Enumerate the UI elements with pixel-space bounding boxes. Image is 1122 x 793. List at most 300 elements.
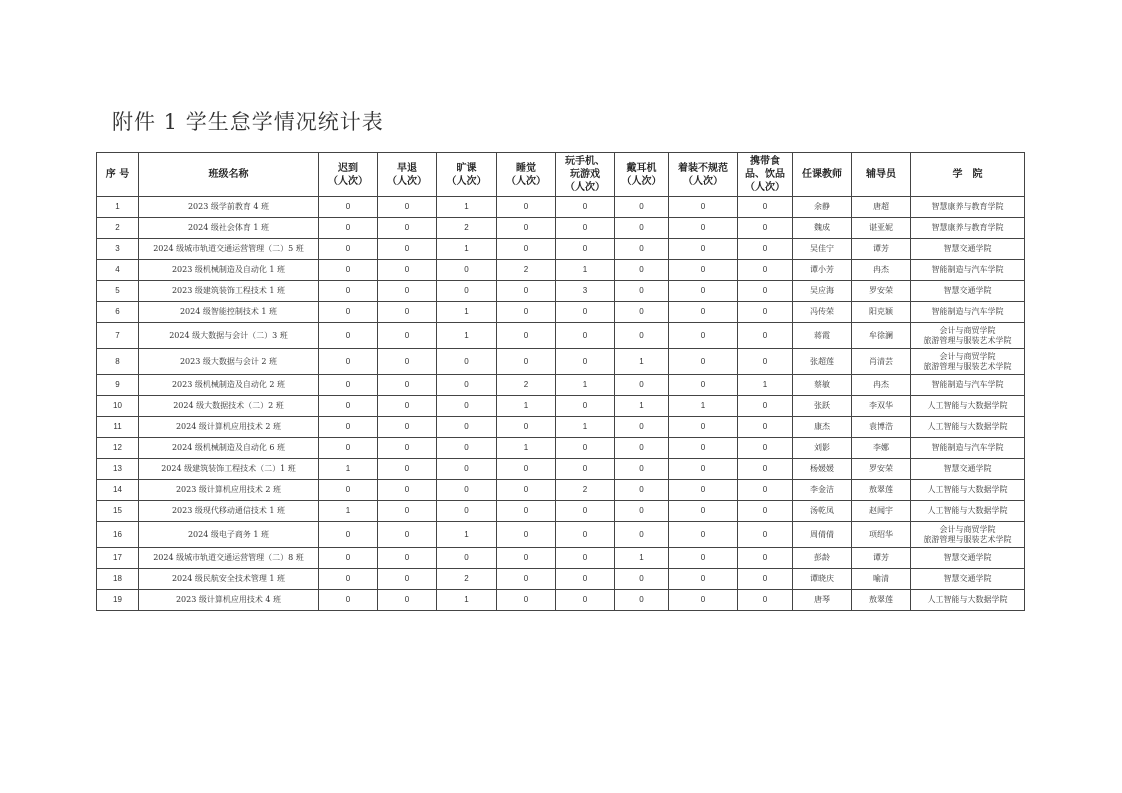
cell-counselor: 赵闻宇 xyxy=(852,501,911,522)
cell-phone-games: 0 xyxy=(556,396,615,417)
cell-counselor: 罗安荣 xyxy=(852,459,911,480)
cell-late: 0 xyxy=(319,323,378,349)
cell-class-name: 2023 级机械制造及自动化 2 班 xyxy=(139,375,319,396)
cell-sleeping: 0 xyxy=(497,281,556,302)
cell-dress-code: 1 xyxy=(669,396,738,417)
cell-late: 0 xyxy=(319,281,378,302)
cell-phone-games: 0 xyxy=(556,569,615,590)
cell-absent: 1 xyxy=(437,197,497,218)
cell-phone-games: 3 xyxy=(556,281,615,302)
cell-dress-code: 0 xyxy=(669,323,738,349)
cell-earphones: 0 xyxy=(615,459,669,480)
cell-absent: 1 xyxy=(437,239,497,260)
cell-teacher: 杨媛媛 xyxy=(793,459,852,480)
college-name: 旅游管理与服装艺术学院 xyxy=(923,361,1012,371)
college-name: 智能制造与汽车学院 xyxy=(931,443,1004,452)
cell-index: 9 xyxy=(97,375,139,396)
college-name: 会计与商贸学院 xyxy=(939,524,996,534)
cell-teacher: 张超莲 xyxy=(793,349,852,375)
table-row xyxy=(97,375,1025,396)
cell-early-leave: 0 xyxy=(378,569,437,590)
cell-earphones: 0 xyxy=(615,281,669,302)
cell-early-leave: 0 xyxy=(378,197,437,218)
cell-college xyxy=(911,417,1025,438)
cell-college xyxy=(911,396,1025,417)
college-name: 智慧交通学院 xyxy=(943,464,992,473)
cell-phone-games: 0 xyxy=(556,438,615,459)
cell-index: 15 xyxy=(97,501,139,522)
cell-counselor: 罗安荣 xyxy=(852,281,911,302)
cell-phone-games: 0 xyxy=(556,239,615,260)
cell-food-drinks: 0 xyxy=(738,501,793,522)
cell-counselor: 牟徐澜 xyxy=(852,323,911,349)
cell-sleeping: 0 xyxy=(497,349,556,375)
cell-teacher: 康杰 xyxy=(793,417,852,438)
cell-earphones: 1 xyxy=(615,396,669,417)
cell-class-name: 2023 级计算机应用技术 2 班 xyxy=(139,480,319,501)
cell-absent: 0 xyxy=(437,281,497,302)
college-name: 会计与商贸学院 xyxy=(939,351,996,361)
header-counselor: 辅导员 xyxy=(852,153,911,197)
cell-late: 0 xyxy=(319,302,378,323)
cell-late: 0 xyxy=(319,396,378,417)
cell-dress-code: 0 xyxy=(669,548,738,569)
cell-college xyxy=(911,323,1025,349)
cell-early-leave: 0 xyxy=(378,438,437,459)
cell-phone-games: 0 xyxy=(556,548,615,569)
cell-index: 8 xyxy=(97,349,139,375)
cell-food-drinks: 0 xyxy=(738,396,793,417)
cell-counselor: 敖翠莲 xyxy=(852,590,911,611)
cell-absent: 0 xyxy=(437,459,497,480)
college-name: 智慧康养与教育学院 xyxy=(931,202,1004,211)
table-row xyxy=(97,480,1025,501)
table-row xyxy=(97,218,1025,239)
table-row xyxy=(97,281,1025,302)
cell-college xyxy=(911,522,1025,548)
cell-sleeping: 0 xyxy=(497,323,556,349)
cell-earphones: 0 xyxy=(615,302,669,323)
cell-sleeping: 1 xyxy=(497,396,556,417)
cell-late: 0 xyxy=(319,569,378,590)
cell-teacher: 吴应海 xyxy=(793,281,852,302)
cell-earphones: 0 xyxy=(615,501,669,522)
cell-teacher: 李金洁 xyxy=(793,480,852,501)
cell-index: 3 xyxy=(97,239,139,260)
college-name: 智慧交通学院 xyxy=(943,553,992,562)
college-name: 人工智能与大数据学院 xyxy=(927,506,1008,515)
cell-teacher: 冯传荣 xyxy=(793,302,852,323)
cell-index: 10 xyxy=(97,396,139,417)
cell-class-name: 2023 级大数据与会计 2 班 xyxy=(139,349,319,375)
cell-class-name: 2024 级大数据与会计（二）3 班 xyxy=(139,323,319,349)
cell-late: 0 xyxy=(319,548,378,569)
cell-index: 16 xyxy=(97,522,139,548)
cell-class-name: 2024 级建筑装饰工程技术（二）1 班 xyxy=(139,459,319,480)
cell-earphones: 1 xyxy=(615,349,669,375)
table-row xyxy=(97,590,1025,611)
cell-phone-games: 2 xyxy=(556,480,615,501)
cell-index: 12 xyxy=(97,438,139,459)
cell-sleeping: 0 xyxy=(497,569,556,590)
header-phone-games: 玩手机、 玩游戏 （人次） xyxy=(556,153,615,197)
cell-class-name: 2024 级机械制造及自动化 6 班 xyxy=(139,438,319,459)
cell-food-drinks: 0 xyxy=(738,569,793,590)
cell-early-leave: 0 xyxy=(378,548,437,569)
cell-sleeping: 0 xyxy=(497,590,556,611)
cell-class-name: 2023 级学前教育 4 班 xyxy=(139,197,319,218)
cell-early-leave: 0 xyxy=(378,302,437,323)
cell-earphones: 0 xyxy=(615,522,669,548)
cell-early-leave: 0 xyxy=(378,349,437,375)
cell-absent: 1 xyxy=(437,323,497,349)
cell-teacher: 周倩倩 xyxy=(793,522,852,548)
college-name: 智慧交通学院 xyxy=(943,574,992,583)
cell-phone-games: 0 xyxy=(556,459,615,480)
cell-dress-code: 0 xyxy=(669,501,738,522)
cell-index: 13 xyxy=(97,459,139,480)
cell-food-drinks: 0 xyxy=(738,281,793,302)
table-row xyxy=(97,548,1025,569)
cell-dress-code: 0 xyxy=(669,569,738,590)
cell-counselor: 袁博浩 xyxy=(852,417,911,438)
cell-food-drinks: 0 xyxy=(738,302,793,323)
cell-class-name: 2024 级城市轨道交通运营管理（二）8 班 xyxy=(139,548,319,569)
cell-phone-games: 0 xyxy=(556,302,615,323)
cell-index: 11 xyxy=(97,417,139,438)
cell-sleeping: 0 xyxy=(497,197,556,218)
cell-dress-code: 0 xyxy=(669,239,738,260)
statistics-table xyxy=(96,152,1025,611)
cell-college xyxy=(911,438,1025,459)
cell-earphones: 0 xyxy=(615,239,669,260)
cell-earphones: 0 xyxy=(615,218,669,239)
cell-food-drinks: 1 xyxy=(738,375,793,396)
header-early-leave: 早退 （人次） xyxy=(378,153,437,197)
cell-dress-code: 0 xyxy=(669,459,738,480)
cell-counselor: 阳克颖 xyxy=(852,302,911,323)
cell-earphones: 0 xyxy=(615,438,669,459)
header-teacher: 任课教师 xyxy=(793,153,852,197)
cell-food-drinks: 0 xyxy=(738,438,793,459)
cell-index: 19 xyxy=(97,590,139,611)
college-name: 人工智能与大数据学院 xyxy=(927,401,1008,410)
cell-college xyxy=(911,281,1025,302)
cell-college xyxy=(911,349,1025,375)
cell-late: 0 xyxy=(319,349,378,375)
cell-food-drinks: 0 xyxy=(738,349,793,375)
header-late: 迟到 （人次） xyxy=(319,153,378,197)
table-row xyxy=(97,569,1025,590)
cell-sleeping: 1 xyxy=(497,438,556,459)
college-name: 智慧交通学院 xyxy=(943,244,992,253)
cell-late: 1 xyxy=(319,501,378,522)
cell-index: 17 xyxy=(97,548,139,569)
table-row xyxy=(97,522,1025,548)
cell-index: 7 xyxy=(97,323,139,349)
cell-class-name: 2023 级现代移动通信技术 1 班 xyxy=(139,501,319,522)
cell-early-leave: 0 xyxy=(378,239,437,260)
cell-teacher: 唐琴 xyxy=(793,590,852,611)
cell-late: 0 xyxy=(319,260,378,281)
cell-food-drinks: 0 xyxy=(738,197,793,218)
cell-absent: 0 xyxy=(437,438,497,459)
cell-early-leave: 0 xyxy=(378,480,437,501)
cell-late: 0 xyxy=(319,438,378,459)
cell-absent: 0 xyxy=(437,396,497,417)
header-food-drinks: 携带食 品、饮品 （人次） xyxy=(738,153,793,197)
cell-index: 4 xyxy=(97,260,139,281)
header-college: 学 院 xyxy=(911,153,1025,197)
cell-sleeping: 0 xyxy=(497,302,556,323)
cell-late: 0 xyxy=(319,417,378,438)
cell-food-drinks: 0 xyxy=(738,459,793,480)
cell-dress-code: 0 xyxy=(669,480,738,501)
table-body xyxy=(97,197,1025,611)
table-row xyxy=(97,239,1025,260)
cell-sleeping: 0 xyxy=(497,548,556,569)
cell-food-drinks: 0 xyxy=(738,417,793,438)
college-name: 智能制造与汽车学院 xyxy=(931,265,1004,274)
table-row xyxy=(97,349,1025,375)
cell-college xyxy=(911,548,1025,569)
cell-sleeping: 2 xyxy=(497,260,556,281)
cell-phone-games: 0 xyxy=(556,197,615,218)
college-name: 旅游管理与服装艺术学院 xyxy=(923,335,1012,345)
cell-food-drinks: 0 xyxy=(738,323,793,349)
cell-college xyxy=(911,459,1025,480)
cell-counselor: 谭芳 xyxy=(852,239,911,260)
cell-food-drinks: 0 xyxy=(738,239,793,260)
cell-sleeping: 0 xyxy=(497,218,556,239)
cell-late: 0 xyxy=(319,197,378,218)
cell-index: 1 xyxy=(97,197,139,218)
table-row xyxy=(97,323,1025,349)
cell-phone-games: 0 xyxy=(556,590,615,611)
cell-college xyxy=(911,590,1025,611)
cell-food-drinks: 0 xyxy=(738,548,793,569)
college-name: 旅游管理与服装艺术学院 xyxy=(923,534,1012,544)
cell-earphones: 0 xyxy=(615,569,669,590)
cell-earphones: 1 xyxy=(615,548,669,569)
table-row xyxy=(97,438,1025,459)
cell-sleeping: 0 xyxy=(497,522,556,548)
cell-teacher: 张跃 xyxy=(793,396,852,417)
cell-teacher: 汤乾凤 xyxy=(793,501,852,522)
cell-counselor: 李娜 xyxy=(852,438,911,459)
cell-earphones: 0 xyxy=(615,480,669,501)
cell-counselor: 敖翠莲 xyxy=(852,480,911,501)
cell-phone-games: 0 xyxy=(556,218,615,239)
college-name: 智慧康养与教育学院 xyxy=(931,223,1004,232)
cell-sleeping: 2 xyxy=(497,375,556,396)
cell-class-name: 2024 级社会体育 1 班 xyxy=(139,218,319,239)
cell-absent: 0 xyxy=(437,375,497,396)
cell-early-leave: 0 xyxy=(378,323,437,349)
college-name: 人工智能与大数据学院 xyxy=(927,485,1008,494)
cell-class-name: 2024 级城市轨道交通运营管理（二）5 班 xyxy=(139,239,319,260)
cell-index: 5 xyxy=(97,281,139,302)
cell-absent: 2 xyxy=(437,218,497,239)
cell-dress-code: 0 xyxy=(669,522,738,548)
cell-absent: 1 xyxy=(437,590,497,611)
cell-dress-code: 0 xyxy=(669,417,738,438)
cell-counselor: 冉杰 xyxy=(852,375,911,396)
cell-phone-games: 0 xyxy=(556,501,615,522)
cell-food-drinks: 0 xyxy=(738,522,793,548)
table-row xyxy=(97,260,1025,281)
cell-class-name: 2023 级机械制造及自动化 1 班 xyxy=(139,260,319,281)
college-name: 智能制造与汽车学院 xyxy=(931,307,1004,316)
cell-college xyxy=(911,501,1025,522)
cell-dress-code: 0 xyxy=(669,281,738,302)
cell-earphones: 0 xyxy=(615,417,669,438)
cell-food-drinks: 0 xyxy=(738,590,793,611)
cell-teacher: 余静 xyxy=(793,197,852,218)
cell-class-name: 2024 级大数据技术（二）2 班 xyxy=(139,396,319,417)
cell-dress-code: 0 xyxy=(669,302,738,323)
table-header-row xyxy=(97,153,1025,197)
table-row xyxy=(97,396,1025,417)
cell-college xyxy=(911,239,1025,260)
cell-dress-code: 0 xyxy=(669,375,738,396)
cell-counselor: 项绍华 xyxy=(852,522,911,548)
header-absent: 旷课 （人次） xyxy=(437,153,497,197)
cell-college xyxy=(911,569,1025,590)
cell-class-name: 2024 级智能控制技术 1 班 xyxy=(139,302,319,323)
cell-early-leave: 0 xyxy=(378,459,437,480)
cell-college xyxy=(911,302,1025,323)
cell-food-drinks: 0 xyxy=(738,218,793,239)
header-index: 序 号 xyxy=(97,153,139,197)
college-name: 会计与商贸学院 xyxy=(939,325,996,335)
cell-late: 0 xyxy=(319,218,378,239)
cell-teacher: 蒋霞 xyxy=(793,323,852,349)
cell-teacher: 吴佳宁 xyxy=(793,239,852,260)
page-title: 附件 1 学生怠学情况统计表 xyxy=(112,110,384,134)
cell-earphones: 0 xyxy=(615,590,669,611)
cell-teacher: 魏成 xyxy=(793,218,852,239)
cell-earphones: 0 xyxy=(615,197,669,218)
cell-index: 18 xyxy=(97,569,139,590)
cell-sleeping: 0 xyxy=(497,480,556,501)
cell-late: 1 xyxy=(319,459,378,480)
cell-teacher: 谭晓庆 xyxy=(793,569,852,590)
table-row xyxy=(97,302,1025,323)
cell-index: 2 xyxy=(97,218,139,239)
cell-counselor: 冉杰 xyxy=(852,260,911,281)
cell-counselor: 谌亚妮 xyxy=(852,218,911,239)
table-row xyxy=(97,501,1025,522)
cell-phone-games: 1 xyxy=(556,375,615,396)
cell-late: 0 xyxy=(319,375,378,396)
cell-sleeping: 0 xyxy=(497,239,556,260)
cell-early-leave: 0 xyxy=(378,218,437,239)
header-class-name: 班级名称 xyxy=(139,153,319,197)
cell-late: 0 xyxy=(319,480,378,501)
cell-early-leave: 0 xyxy=(378,260,437,281)
table-row xyxy=(97,197,1025,218)
cell-index: 14 xyxy=(97,480,139,501)
cell-sleeping: 0 xyxy=(497,459,556,480)
college-name: 人工智能与大数据学院 xyxy=(927,595,1008,604)
cell-class-name: 2023 级建筑装饰工程技术 1 班 xyxy=(139,281,319,302)
cell-class-name: 2024 级计算机应用技术 2 班 xyxy=(139,417,319,438)
cell-phone-games: 1 xyxy=(556,417,615,438)
college-name: 智能制造与汽车学院 xyxy=(931,380,1004,389)
cell-class-name: 2024 级电子商务 1 班 xyxy=(139,522,319,548)
cell-absent: 0 xyxy=(437,260,497,281)
cell-absent: 1 xyxy=(437,522,497,548)
cell-college xyxy=(911,260,1025,281)
table-row xyxy=(97,417,1025,438)
cell-food-drinks: 0 xyxy=(738,260,793,281)
cell-earphones: 0 xyxy=(615,260,669,281)
cell-early-leave: 0 xyxy=(378,396,437,417)
cell-late: 0 xyxy=(319,239,378,260)
cell-phone-games: 1 xyxy=(556,260,615,281)
cell-college xyxy=(911,197,1025,218)
cell-sleeping: 0 xyxy=(497,417,556,438)
cell-class-name: 2024 级民航安全技术管理 1 班 xyxy=(139,569,319,590)
cell-counselor: 喻清 xyxy=(852,569,911,590)
header-sleeping: 睡觉 （人次） xyxy=(497,153,556,197)
cell-counselor: 谭芳 xyxy=(852,548,911,569)
cell-absent: 2 xyxy=(437,569,497,590)
cell-late: 0 xyxy=(319,522,378,548)
cell-teacher: 彭龄 xyxy=(793,548,852,569)
cell-absent: 0 xyxy=(437,349,497,375)
cell-early-leave: 0 xyxy=(378,501,437,522)
cell-absent: 0 xyxy=(437,501,497,522)
cell-phone-games: 0 xyxy=(556,349,615,375)
cell-dress-code: 0 xyxy=(669,590,738,611)
cell-food-drinks: 0 xyxy=(738,480,793,501)
cell-counselor: 肖清芸 xyxy=(852,349,911,375)
cell-early-leave: 0 xyxy=(378,281,437,302)
cell-absent: 0 xyxy=(437,417,497,438)
cell-sleeping: 0 xyxy=(497,501,556,522)
cell-college xyxy=(911,375,1025,396)
college-name: 人工智能与大数据学院 xyxy=(927,422,1008,431)
cell-dress-code: 0 xyxy=(669,218,738,239)
cell-dress-code: 0 xyxy=(669,349,738,375)
cell-college xyxy=(911,218,1025,239)
cell-absent: 0 xyxy=(437,480,497,501)
cell-dress-code: 0 xyxy=(669,260,738,281)
cell-early-leave: 0 xyxy=(378,590,437,611)
cell-late: 0 xyxy=(319,590,378,611)
cell-teacher: 蔡敏 xyxy=(793,375,852,396)
cell-counselor: 唐超 xyxy=(852,197,911,218)
cell-teacher: 谭小芳 xyxy=(793,260,852,281)
header-earphones: 戴耳机 （人次） xyxy=(615,153,669,197)
cell-absent: 0 xyxy=(437,548,497,569)
cell-early-leave: 0 xyxy=(378,522,437,548)
cell-early-leave: 0 xyxy=(378,375,437,396)
cell-earphones: 0 xyxy=(615,375,669,396)
cell-earphones: 0 xyxy=(615,323,669,349)
college-name: 智慧交通学院 xyxy=(943,286,992,295)
cell-college xyxy=(911,480,1025,501)
cell-phone-games: 0 xyxy=(556,522,615,548)
cell-phone-games: 0 xyxy=(556,323,615,349)
table-row xyxy=(97,459,1025,480)
cell-class-name: 2023 级计算机应用技术 4 班 xyxy=(139,590,319,611)
cell-teacher: 刘影 xyxy=(793,438,852,459)
cell-absent: 1 xyxy=(437,302,497,323)
cell-dress-code: 0 xyxy=(669,438,738,459)
